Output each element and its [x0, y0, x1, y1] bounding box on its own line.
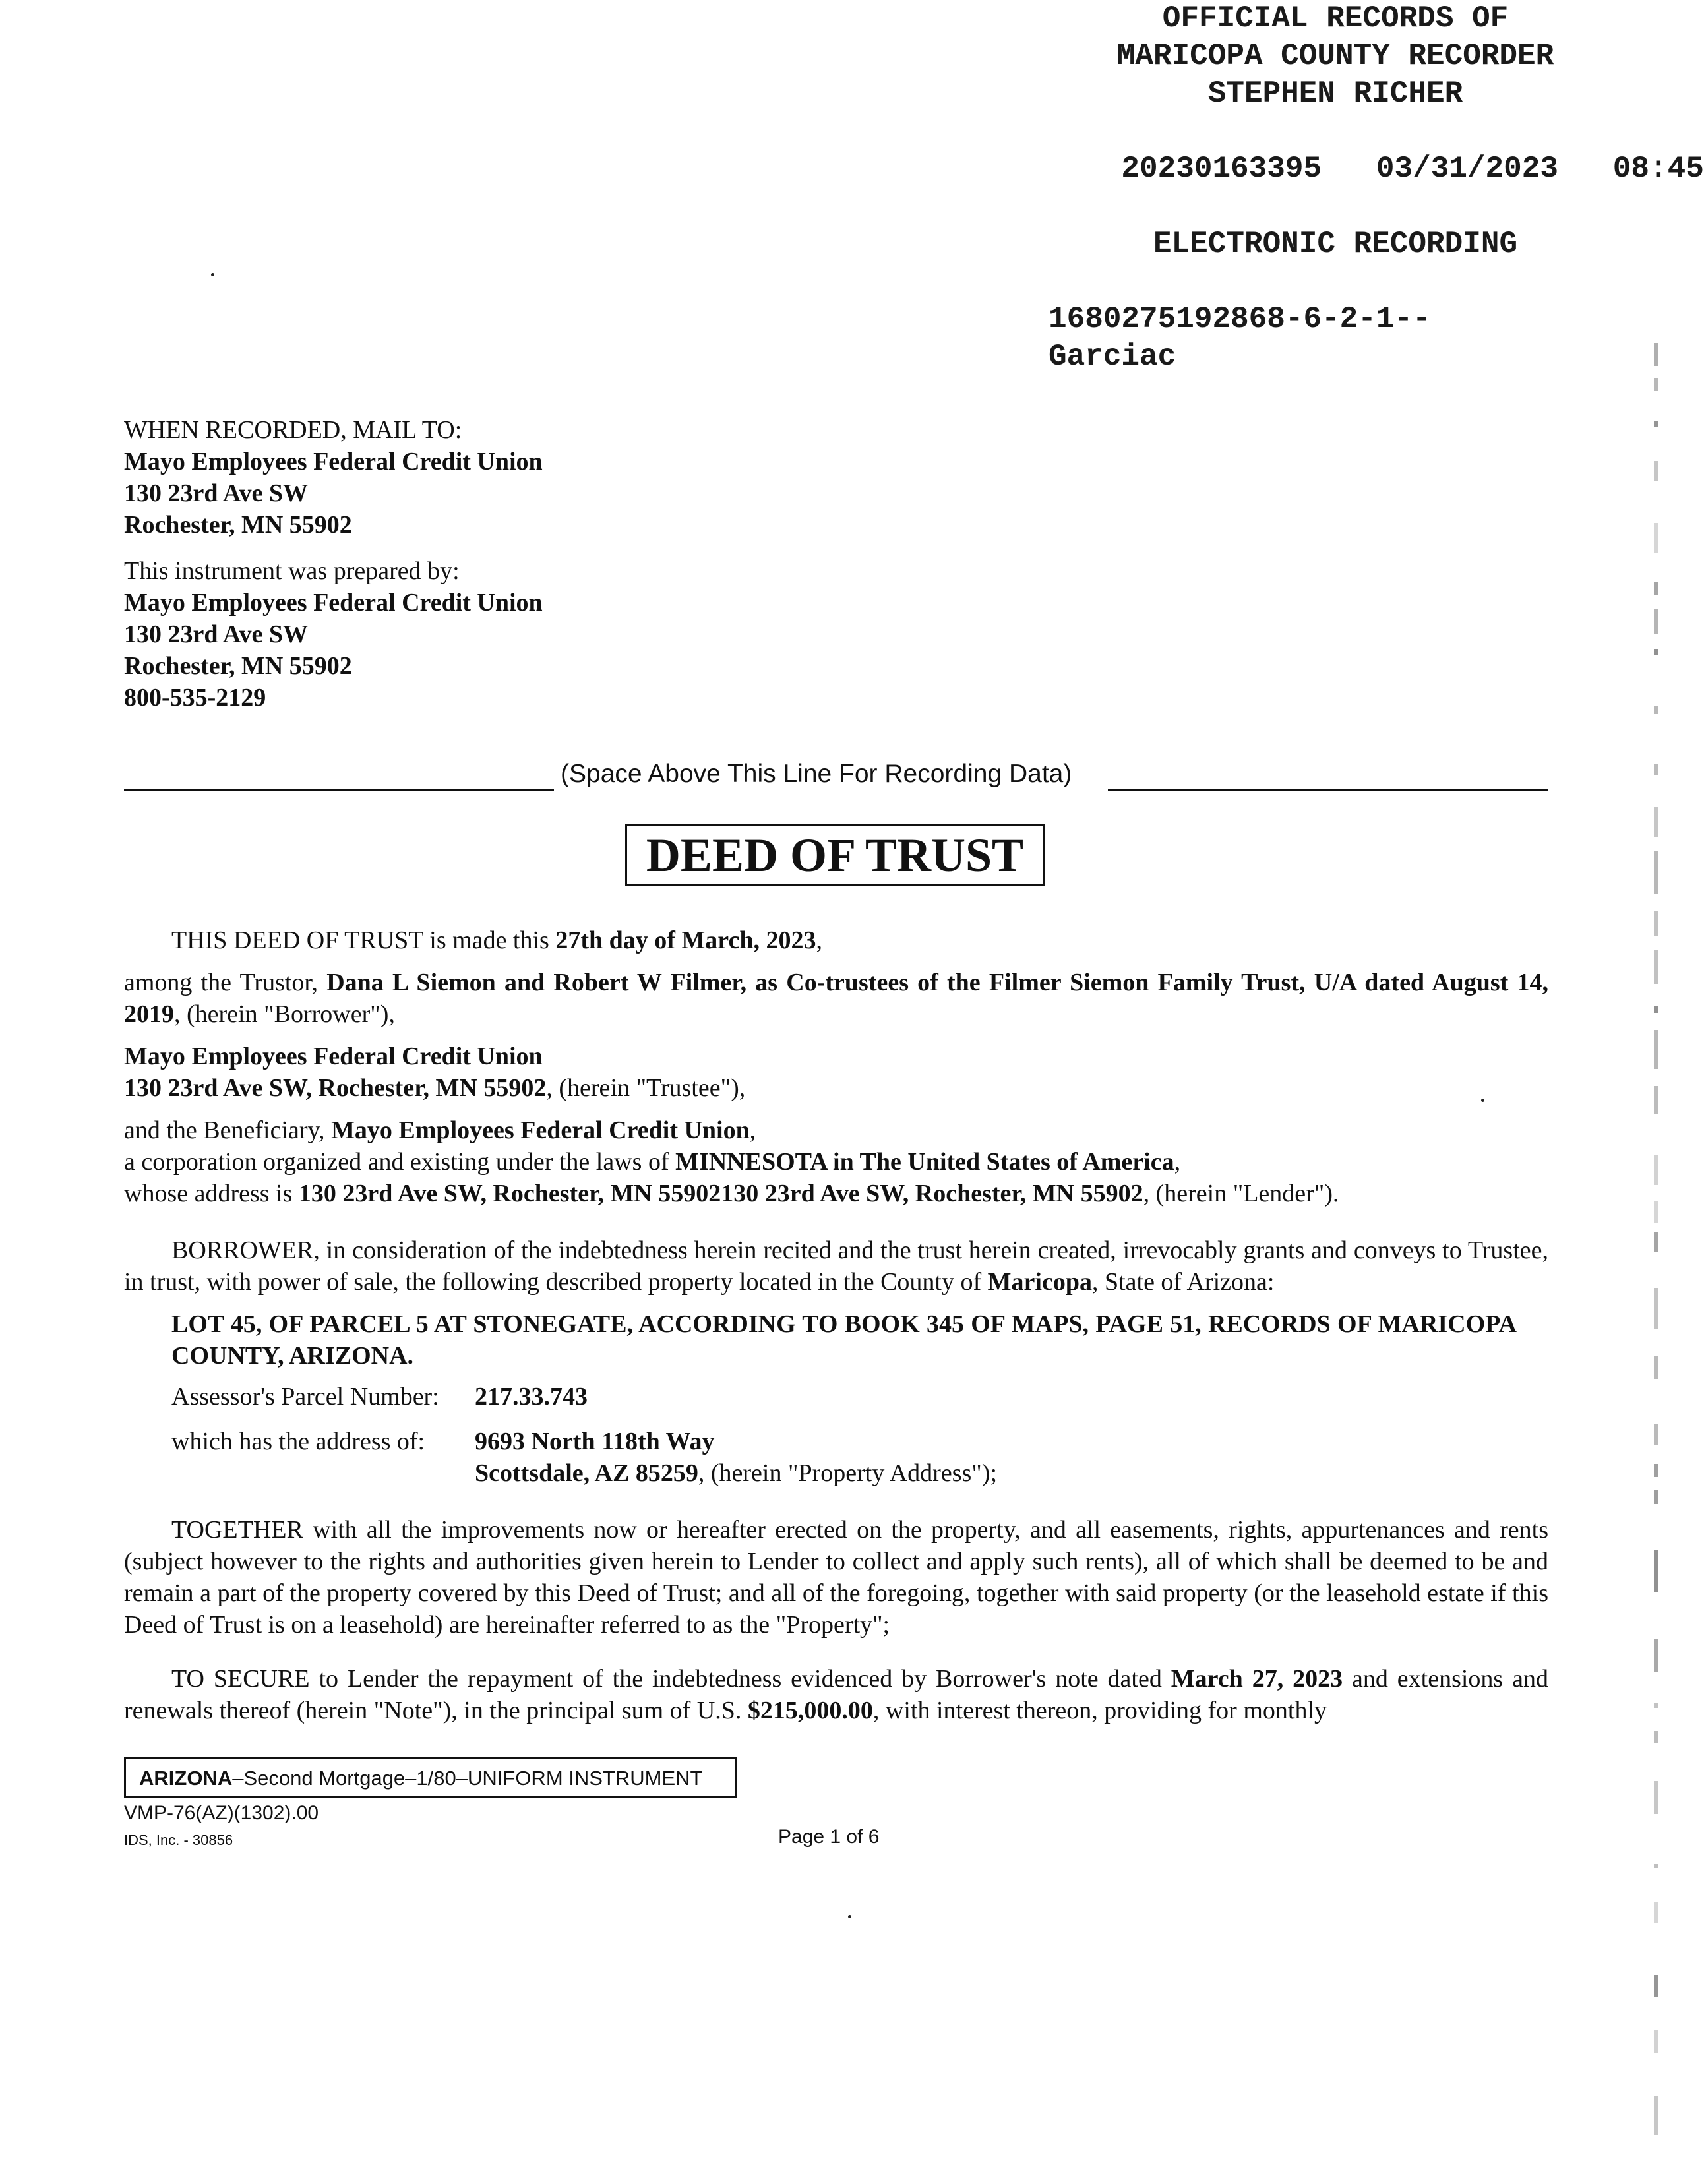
- beneficiary-prefix: and the Beneficiary,: [124, 1116, 332, 1144]
- record-time: 08:45: [1612, 152, 1704, 186]
- intro-paragraph: [171, 925, 1548, 956]
- beneficiary-addr-suffix: , (herein "Lender").: [1143, 1180, 1339, 1207]
- parcel-label: Assessor's Parcel Number:: [171, 1383, 439, 1410]
- beneficiary-paragraph: [124, 1114, 1548, 1209]
- scan-edge-artifact: [1654, 343, 1658, 2123]
- mail-to-block: [124, 414, 717, 541]
- beneficiary-name-suffix: ,: [749, 1116, 756, 1144]
- trustee-address: 130 23rd Ave SW, Rochester, MN 55902: [124, 1074, 547, 1102]
- stamp-line-5: ELECTRONIC RECORDING: [1153, 227, 1518, 261]
- trustor-names: Dana L Siemon and Robert W Filmer, as Co-trustees of the Filmer Siemon Family Trust, U/A dated August 14, 2019: [124, 969, 1548, 1028]
- intro-suffix: ,: [816, 926, 822, 954]
- recording-line-label: (Space Above This Line For Recording Data): [561, 760, 1072, 788]
- property-address-row: [171, 1426, 1358, 1489]
- secure-suffix: , with interest thereon, providing for monthly: [872, 1697, 1327, 1724]
- principal-amount: $215,000.00: [747, 1697, 873, 1724]
- trustee-paragraph: [124, 1041, 1548, 1104]
- prepared-by-heading: This instrument was prepared by:: [124, 557, 460, 585]
- mail-to-heading: WHEN RECORDED, MAIL TO:: [124, 416, 462, 444]
- trustor-prefix: among the Trustor,: [124, 969, 327, 996]
- scan-speck: [848, 1915, 851, 1918]
- form-vendor: IDS, Inc. - 30856: [124, 1832, 233, 1848]
- intro-prefix: THIS DEED OF TRUST is made this: [171, 926, 556, 954]
- form-name: –Second Mortgage–1/80–UNIFORM INSTRUMENT: [232, 1767, 703, 1790]
- recording-line-right: [1108, 789, 1548, 791]
- beneficiary-corp-prefix: a corporation organized and existing under the laws of: [124, 1148, 676, 1176]
- trustee-suffix: , (herein "Trustee"),: [546, 1074, 746, 1102]
- record-date: 03/31/2023: [1376, 152, 1558, 186]
- stamp-doc-id: 1680275192868-6-2-1--: [1049, 302, 1431, 336]
- secure-paragraph: [124, 1663, 1548, 1726]
- parcel-number: 217.33.743: [475, 1383, 588, 1410]
- trustee-name: Mayo Employees Federal Credit Union: [124, 1043, 543, 1070]
- recorder-stamp: [989, 0, 1704, 376]
- stamp-clerk: Garciac: [1049, 340, 1176, 374]
- beneficiary-name: Mayo Employees Federal Credit Union: [331, 1116, 750, 1144]
- form-state: ARIZONA: [139, 1767, 233, 1790]
- recording-line-left: [124, 789, 554, 791]
- trustor-suffix: , (herein "Borrower"),: [174, 1000, 395, 1028]
- form-code: VMP-76(AZ)(1302).00: [124, 1802, 319, 1824]
- parcel-row: [171, 1381, 1095, 1412]
- together-paragraph: TOGETHER with all the improvements now or hereafter erected on the property, and all easements, rights, appurtenances and rents (subject however to the rights and authorities given herein to Lender to collect and apply such rents), all of which shall be deemed to be and remain a part of the property covered by this Deed of Trust; and all of the foregoing, together with said property (or the leasehold estate if this Deed of Trust is on a leasehold) are hereinafter referred to as the "Property";: [124, 1516, 1548, 1639]
- stamp-record-line: [989, 113, 1704, 226]
- prepared-by-street: 130 23rd Ave SW: [124, 621, 309, 648]
- grant-text: BORROWER, in consideration of the indebtedness herein recited and the trust herein created, irrevocably grants and conveys to Trustee, in trust, with power of sale, the following described property located in the County of: [124, 1236, 1548, 1296]
- address-line-1: 9693 North 118th Way: [475, 1428, 715, 1455]
- stamp-line-2: MARICOPA COUNTY RECORDER: [1116, 39, 1554, 73]
- beneficiary-addr-prefix: whose address is: [124, 1180, 299, 1207]
- stamp-line-3: STEPHEN RICHER: [1207, 76, 1463, 111]
- stamp-line-1: OFFICIAL RECORDS OF: [1162, 1, 1509, 36]
- document-title: DEED OF TRUST: [625, 824, 1045, 886]
- legal-description: LOT 45, OF PARCEL 5 AT STONEGATE, ACCORDING TO BOOK 345 OF MAPS, PAGE 51, RECORDS OF MARICOPA COUNTY, ARIZONA.: [171, 1310, 1517, 1370]
- grant-paragraph: [124, 1234, 1548, 1298]
- beneficiary-jurisdiction: MINNESOTA in The United States of America: [675, 1148, 1174, 1176]
- grant-suffix: , State of Arizona:: [1091, 1268, 1275, 1296]
- prepared-by-phone: 800-535-2129: [124, 684, 266, 712]
- beneficiary-address: 130 23rd Ave SW, Rochester, MN 55902130 23rd Ave SW, Rochester, MN 55902: [298, 1180, 1143, 1207]
- secure-prefix: TO SECURE to Lender the repayment of the indebtedness evidenced by Borrower's note dated: [171, 1665, 1171, 1693]
- beneficiary-jurisdiction-suffix: ,: [1174, 1148, 1181, 1176]
- trustor-paragraph: [124, 967, 1548, 1030]
- address-suffix: , (herein "Property Address");: [698, 1459, 998, 1487]
- form-title-box: [124, 1757, 737, 1798]
- note-date: March 27, 2023: [1171, 1665, 1343, 1693]
- page-number: Page 1 of 6: [778, 1826, 880, 1848]
- secure-middle: and extensions and renewals thereof (herein "Note"), in the principal sum of U.S.: [124, 1665, 1549, 1724]
- record-number: 20230163395: [1121, 152, 1322, 186]
- mail-to-city: Rochester, MN 55902: [124, 511, 352, 539]
- grant-county: Maricopa: [987, 1268, 1092, 1296]
- prepared-by-block: [124, 555, 717, 713]
- mail-to-name: Mayo Employees Federal Credit Union: [124, 448, 543, 475]
- mail-to-street: 130 23rd Ave SW: [124, 479, 309, 507]
- prepared-by-name: Mayo Employees Federal Credit Union: [124, 589, 543, 617]
- intro-date: 27th day of March, 2023: [555, 926, 816, 954]
- prepared-by-city: Rochester, MN 55902: [124, 652, 352, 680]
- address-line-2: Scottsdale, AZ 85259: [475, 1459, 698, 1487]
- address-label: which has the address of:: [171, 1428, 425, 1455]
- scan-speck: [211, 273, 214, 276]
- scan-speck: [1481, 1099, 1484, 1102]
